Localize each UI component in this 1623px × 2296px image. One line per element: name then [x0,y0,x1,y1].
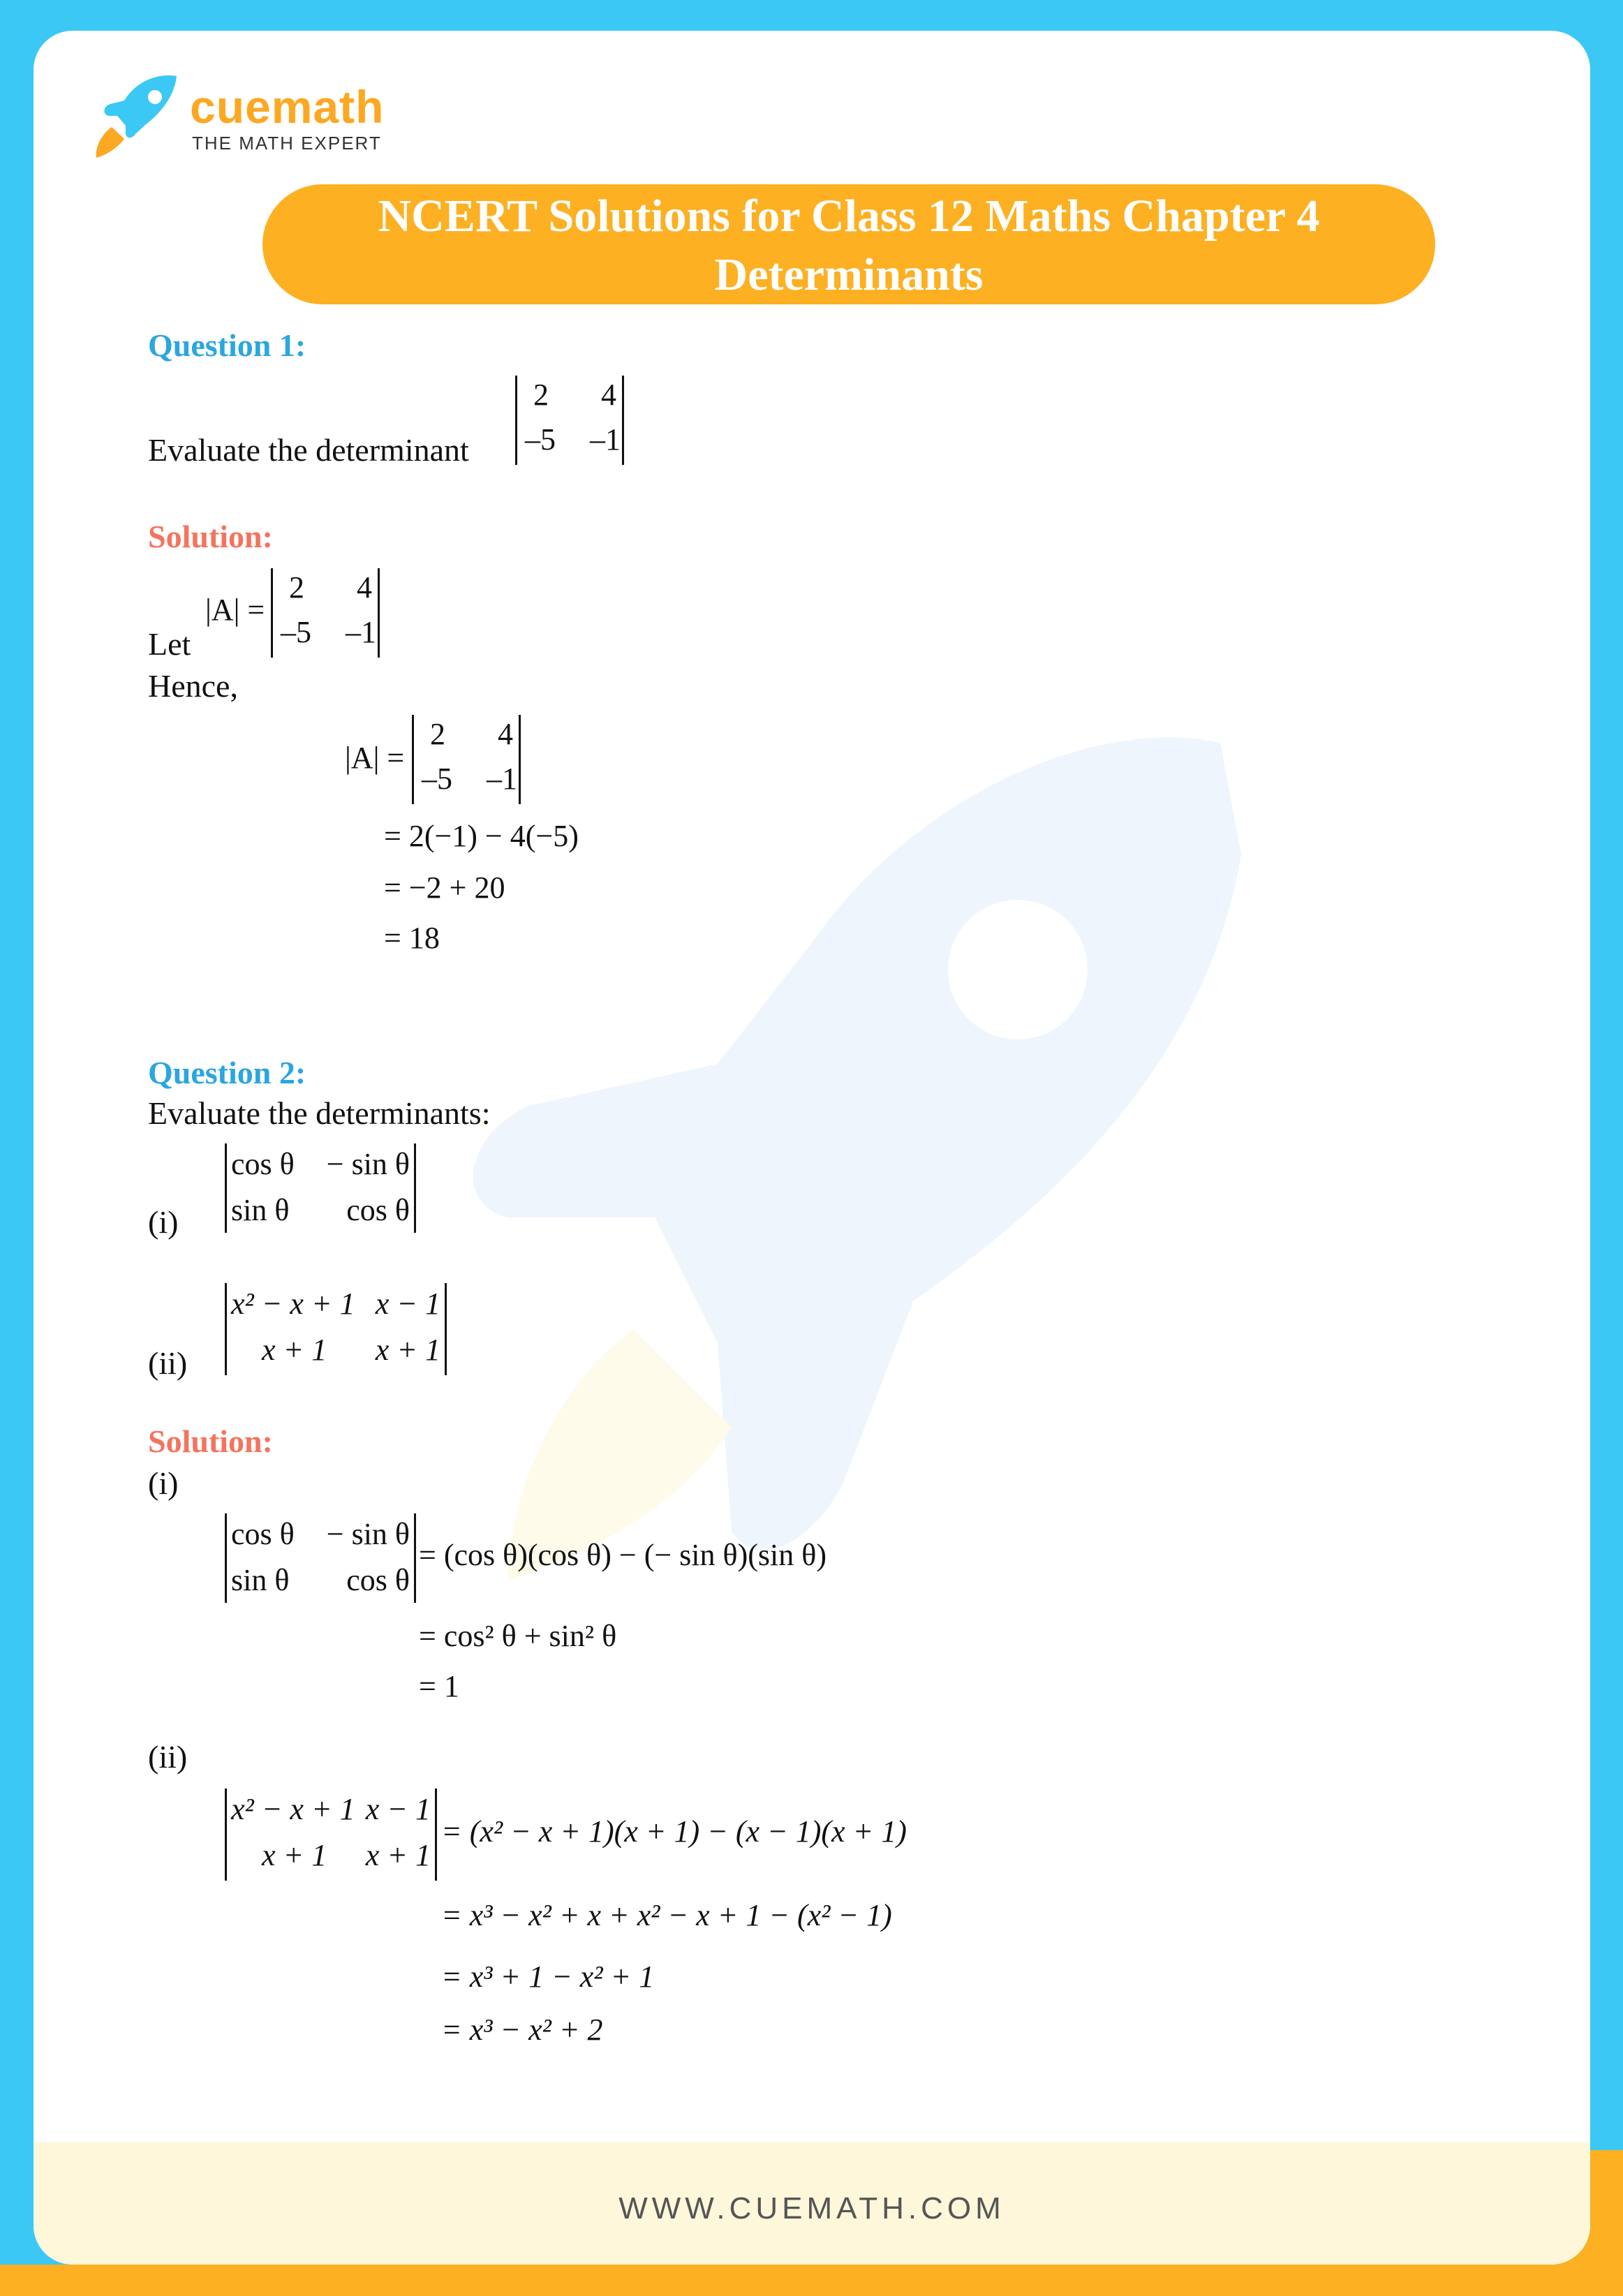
matrix-cell: x² − x + 1 [231,1287,355,1321]
abs-a-text: |A| = [205,593,265,627]
matrix-cell: –1 [487,762,517,796]
cuemath-rocket-logo-icon [89,73,180,160]
solution-2-ii-step-4: = x³ − x² + 2 [441,2013,603,2047]
matrix-cell: cos θ [231,1517,295,1551]
question-1-prompt: Evaluate the determinant [148,432,469,468]
matrix-cell: –5 [525,422,556,457]
bottom-yellow-strip [0,2265,1623,2296]
matrix-cell: x² − x + 1 [231,1792,355,1826]
abs-a-label [205,592,265,628]
solution-1-step-3: = 18 [384,921,440,955]
question-2-matrix-ii [225,1283,447,1375]
part-ii-label: (ii) [148,1345,188,1381]
title-line-2: Determinants [714,249,984,300]
solution-2-i-step-3: = 1 [419,1669,459,1703]
right-yellow-strip [1590,2157,1623,2296]
solution-2-ii-step-3: = x³ + 1 − x² + 1 [441,1960,655,1994]
matrix-cell: 4 [357,570,372,605]
solution-2-matrix-ii [225,1788,437,1881]
matrix-cell: − sin θ [326,1517,410,1551]
solution-2-i-step-1: = (cos θ)(cos θ) − (− sin θ)(sin θ) [419,1538,827,1572]
solution-2-heading: Solution: [148,1423,273,1459]
matrix-cell: cos θ [231,1147,295,1181]
abs-a-text: |A| = [345,741,405,775]
matrix-cell: 4 [498,717,513,751]
solution-1-step-2: = −2 + 20 [384,871,505,905]
matrix-cell: x − 1 [375,1287,440,1321]
let-label: Let [148,626,191,662]
question-2-prompt: Evaluate the determinants: [148,1095,491,1131]
matrix-cell: –5 [281,615,311,649]
matrix-cell: sin θ [231,1563,290,1597]
solution-2-matrix-i [225,1513,416,1603]
page-title [262,187,1435,304]
matrix-cell: − sin θ [326,1147,410,1181]
solution-1-matrix-2 [412,715,521,804]
solution-2-ii-step-2: = x³ − x² + x + x² − x + 1 − (x² − 1) [441,1898,892,1932]
matrix-cell: –5 [422,762,452,796]
question-1-heading: Question 1: [148,327,306,363]
brand-name: cuemath [190,81,385,133]
matrix-cell: 2 [430,717,445,751]
footer-url[interactable]: WWW.CUEMATH.COM [618,2191,1005,2225]
solution-1-matrix [271,568,380,658]
matrix-cell: sin θ [231,1193,290,1227]
matrix-cell: 2 [533,378,549,412]
matrix-cell: x + 1 [365,1838,431,1872]
matrix-cell: 4 [601,378,616,412]
part-i-label: (i) [148,1204,179,1240]
question-2-heading: Question 2: [148,1055,306,1090]
matrix-cell: x + 1 [375,1333,440,1367]
question-2-matrix-i [225,1143,416,1233]
solution-2-ii-label: (ii) [148,1739,188,1775]
solution-1-heading: Solution: [148,519,273,554]
matrix-cell: –1 [590,422,621,457]
solution-2-i-step-2: = cos² θ + sin² θ [419,1619,617,1653]
brand-tagline: THE MATH EXPERT [192,133,382,154]
matrix-cell: cos θ [346,1193,410,1227]
solution-2-i-label: (i) [148,1465,179,1501]
matrix-cell: x + 1 [262,1838,327,1872]
hence-label: Hence, [148,668,238,704]
question-1-matrix [515,376,624,465]
solution-1-step-1: = 2(−1) − 4(−5) [384,819,579,853]
solution-2-ii-step-1: = (x² − x + 1)(x + 1) − (x − 1)(x + 1) [441,1814,907,1849]
matrix-cell: 2 [289,570,304,605]
matrix-cell: x − 1 [365,1792,431,1826]
top-left-blue-accent [0,0,34,140]
title-line-1: NCERT Solutions for Class 12 Maths Chapter 4 [378,191,1320,242]
matrix-cell: –1 [346,615,376,649]
matrix-cell: cos θ [346,1563,410,1597]
abs-a-label-2 [345,740,404,776]
matrix-cell: x + 1 [262,1333,327,1367]
